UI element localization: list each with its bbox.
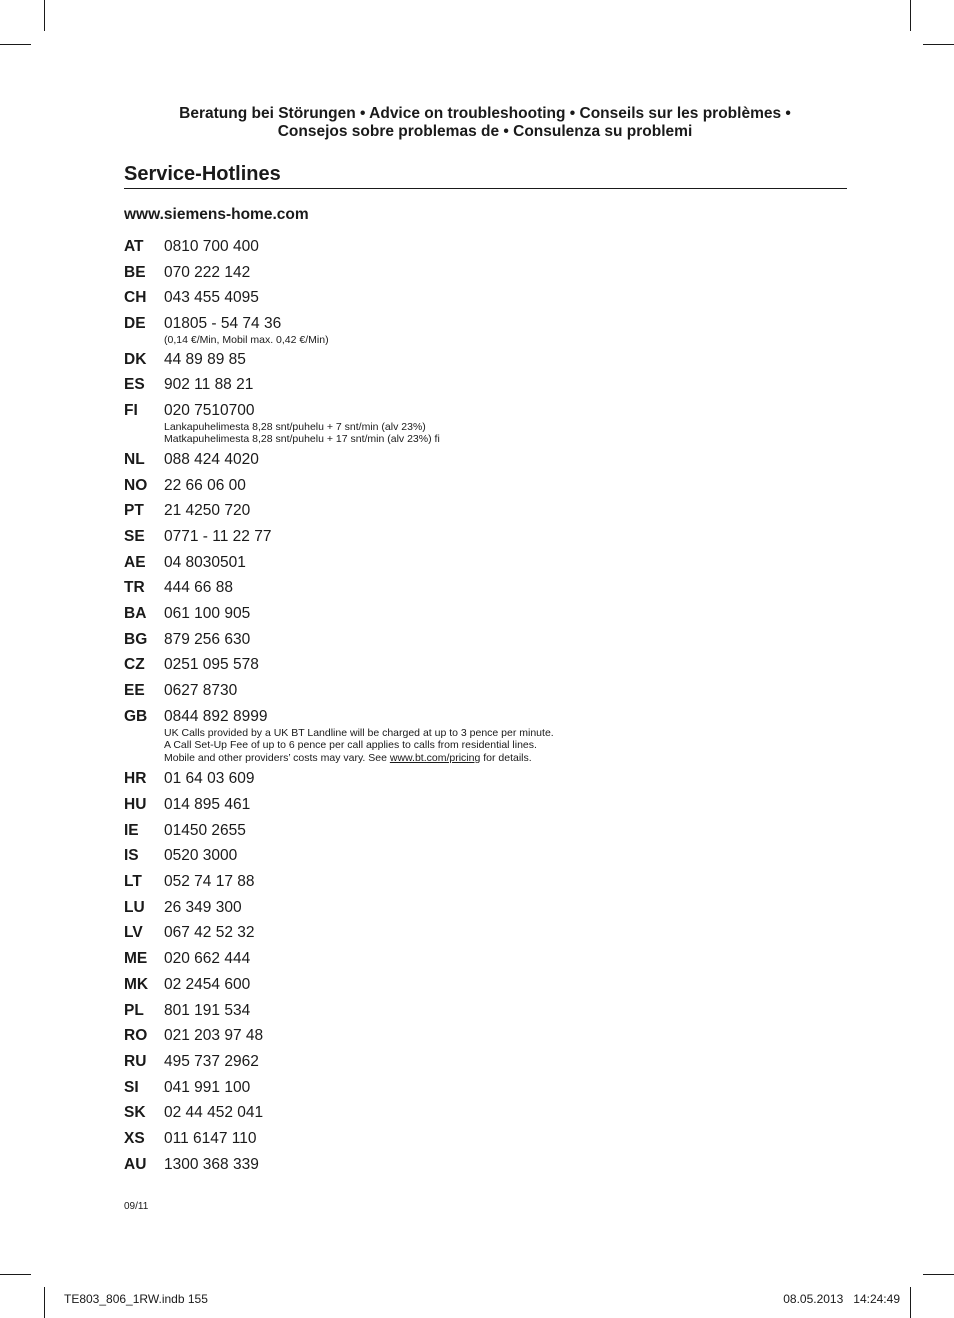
country-code: SI: [124, 1078, 139, 1096]
hotline-row-xs: [124, 1129, 824, 1149]
country-code: AU: [124, 1155, 147, 1173]
phone-number: 088 424 4020: [164, 450, 259, 468]
country-code: DK: [124, 350, 147, 368]
country-code: LV: [124, 924, 143, 942]
country-code: DE: [124, 315, 146, 333]
hotline-row-dk: [124, 350, 824, 370]
page-title: Service-Hotlines: [124, 162, 847, 189]
country-code: BG: [124, 630, 148, 648]
phone-number: 014 895 461: [164, 796, 251, 813]
hotline-note: (0,14 €/Min, Mobil max. 0,42 €/Min): [164, 334, 329, 347]
hotline-note: Mobile and other providers’ costs may vary. See www.bt.com/pricing for details.: [164, 751, 532, 764]
country-code: LT: [124, 873, 142, 891]
phone-number: 043 455 4095: [164, 289, 259, 307]
country-code: AE: [124, 553, 146, 571]
hotline-row-lv: [124, 923, 824, 943]
country-code: SK: [124, 1104, 146, 1122]
header-line-2: Consejos sobre problemas de • Consulenza su problemi: [277, 123, 693, 140]
hotline-row-pt: [124, 501, 824, 521]
hotline-row-lt: [124, 872, 824, 892]
website-link[interactable]: www.siemens-home.com: [124, 206, 309, 223]
hotline-row-mk: [124, 975, 824, 995]
phone-number: 879 256 630: [164, 630, 251, 648]
phone-number: 0844 892 8999: [164, 707, 268, 725]
hotline-row-hr: [124, 769, 824, 789]
hotline-row-ru: [124, 1052, 824, 1072]
hotline-row-ee: [124, 681, 824, 701]
hotline-row-ie: [124, 821, 824, 841]
hotline-row-ro: [124, 1026, 824, 1046]
country-code: RU: [124, 1052, 147, 1070]
crop-mark: [0, 44, 31, 45]
phone-number: 04 8030501: [164, 553, 246, 571]
crop-mark: [44, 0, 45, 31]
page-header: [110, 105, 860, 141]
country-code: ME: [124, 950, 148, 968]
phone-number: 020 662 444: [164, 950, 251, 968]
phone-number: 061 100 905: [164, 605, 251, 623]
hotline-row-be: [124, 263, 824, 283]
phone-number: 44 89 89 85: [164, 350, 246, 368]
country-code: EE: [124, 682, 145, 700]
country-code: LU: [124, 898, 145, 916]
country-code: BA: [124, 605, 147, 623]
country-code: CZ: [124, 656, 145, 674]
country-code: XS: [124, 1129, 145, 1147]
phone-number: 902 11 88 21: [164, 376, 254, 394]
hotline-note: Matkapuhelimesta 8,28 snt/puhelu + 17 snt/min (alv 23%) fi: [164, 433, 440, 446]
phone-number: 0771 - 11 22 77: [164, 528, 272, 545]
hotline-row-hu: [124, 795, 824, 815]
pricing-link[interactable]: www.bt.com/pricing: [389, 751, 481, 764]
hotline-row-es: [124, 375, 824, 395]
country-code: IE: [124, 821, 139, 839]
hotline-note: UK Calls provided by a UK BT Landline will be charged at up to 3 pence per minute.: [164, 726, 554, 739]
phone-number: 22 66 06 00: [164, 476, 246, 494]
hotline-row-ch: [124, 288, 824, 308]
country-code: GB: [124, 707, 148, 725]
hotline-row-cz: [124, 655, 824, 675]
hotline-row-de: [124, 314, 824, 347]
phone-number: 052 74 17 88: [164, 873, 255, 891]
phone-number: 444 66 88: [164, 579, 233, 597]
hotline-note: A Call Set-Up Fee of up to 6 pence per call applies to calls from residential lines.: [164, 739, 537, 752]
phone-number: 01805 - 54 74 36: [164, 315, 282, 333]
phone-number: 495 737 2962: [164, 1052, 259, 1070]
country-code: PT: [124, 502, 144, 520]
phone-number: 067 42 52 32: [164, 924, 255, 942]
crop-mark: [910, 0, 911, 31]
phone-number: 011 6147 110: [164, 1129, 257, 1147]
country-code: CH: [124, 289, 147, 307]
phone-number: 02 44 452 041: [164, 1104, 264, 1122]
country-code: AT: [124, 238, 144, 255]
phone-number: 1300 368 339: [164, 1155, 259, 1173]
crop-mark: [0, 1274, 31, 1275]
country-code: BE: [124, 263, 146, 281]
phone-number: 01450 2655: [164, 821, 246, 839]
hotline-row-me: [124, 949, 824, 969]
hotline-row-fi: [124, 401, 824, 446]
country-code: HU: [124, 796, 147, 813]
crop-mark: [923, 44, 954, 45]
phone-number: 041 991 100: [164, 1078, 251, 1096]
country-code: IS: [124, 847, 139, 865]
hotline-row-no: [124, 476, 824, 496]
hotline-row-pl: [124, 1001, 824, 1021]
phone-number: 020 7510700: [164, 401, 255, 419]
phone-number: 0520 3000: [164, 847, 238, 865]
hotline-row-sk: [124, 1103, 824, 1123]
country-code: NO: [124, 476, 148, 494]
country-code: FI: [124, 401, 138, 419]
phone-number: 0810 700 400: [164, 238, 259, 255]
hotline-row-is: [124, 846, 824, 866]
phone-number: 02 2454 600: [164, 975, 251, 993]
crop-mark: [910, 1287, 911, 1318]
hotline-row-au: [124, 1155, 824, 1175]
hotline-row-se: [124, 527, 824, 547]
hotline-list: [124, 237, 824, 1180]
phone-number: 801 191 534: [164, 1001, 251, 1019]
hotline-row-ae: [124, 553, 824, 573]
phone-number: 070 222 142: [164, 263, 251, 281]
phone-number: 01 64 03 609: [164, 770, 255, 788]
slug-datetime: 08.05.2013 14:24:49: [783, 1292, 900, 1306]
slug-file-info: TE803_806_1RW.indb 155: [64, 1292, 208, 1306]
hotline-row-at: [124, 237, 824, 257]
country-code: ES: [124, 376, 145, 394]
hotline-row-tr: [124, 578, 824, 598]
hotline-row-ba: [124, 604, 824, 624]
hotline-row-bg: [124, 630, 824, 650]
hotline-note: Lankapuhelimesta 8,28 snt/puhelu + 7 snt/min (alv 23%): [164, 420, 426, 433]
country-code: RO: [124, 1027, 148, 1045]
country-code: HR: [124, 770, 147, 788]
country-code: MK: [124, 975, 149, 993]
country-code: PL: [124, 1001, 144, 1019]
phone-number: 021 203 97 48: [164, 1027, 264, 1045]
country-code: NL: [124, 450, 145, 468]
phone-number: 21 4250 720: [164, 502, 251, 520]
hotline-row-lu: [124, 898, 824, 918]
phone-number: 0627 8730: [164, 682, 238, 700]
hotline-row-nl: [124, 450, 824, 470]
country-code: SE: [124, 528, 145, 545]
header-line-1: Beratung bei Störungen • Advice on troubleshooting • Conseils sur les problèmes •: [179, 105, 791, 122]
country-code: TR: [124, 579, 145, 597]
document-date: 09/11: [124, 1201, 149, 1212]
hotline-row-gb: [124, 707, 824, 765]
hotline-row-si: [124, 1078, 824, 1098]
phone-number: 26 349 300: [164, 898, 242, 916]
phone-number: 0251 095 578: [164, 656, 259, 674]
crop-mark: [44, 1287, 45, 1318]
crop-mark: [923, 1274, 954, 1275]
